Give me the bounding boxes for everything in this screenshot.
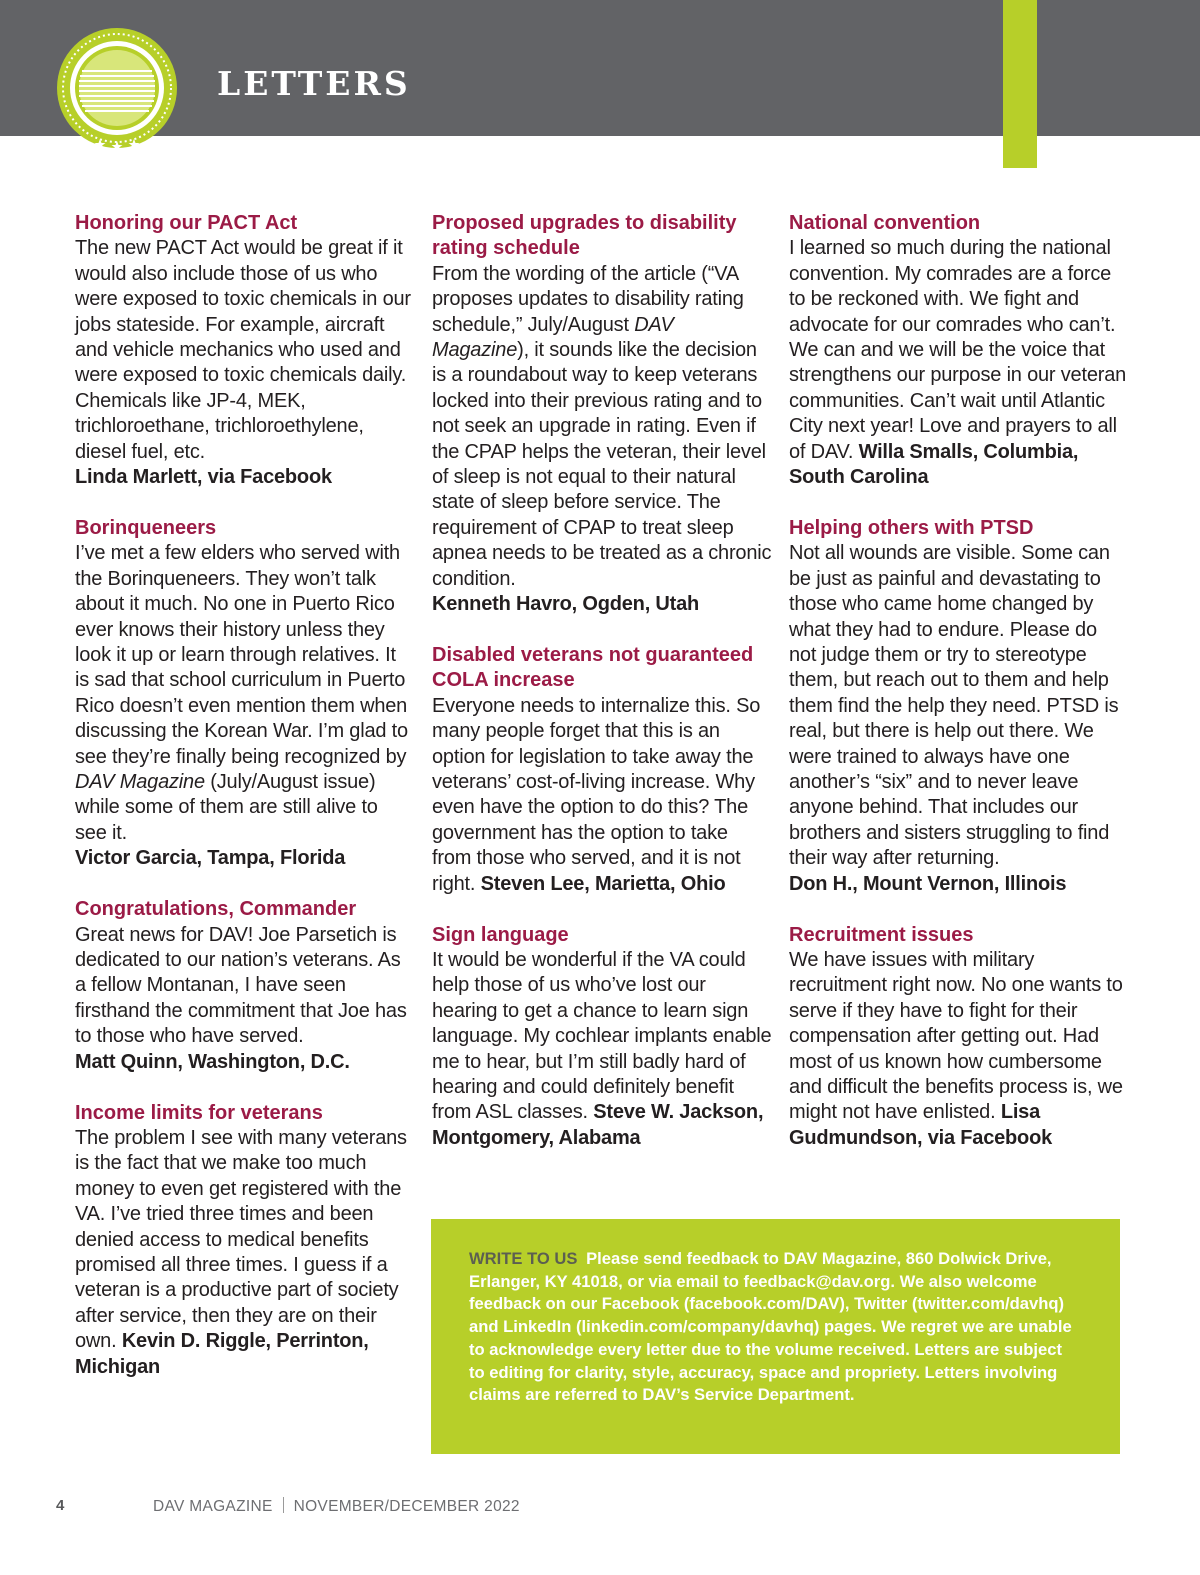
publication-name: DAV MAGAZINE: [153, 1498, 273, 1515]
letter: [75, 211, 411, 490]
letter-signature: Matt Quinn, Washington, D.C.: [75, 1050, 350, 1073]
letter-signature: Don H., Mount Vernon, Illinois: [789, 872, 1067, 895]
letter: [75, 1101, 411, 1380]
letter: [75, 516, 411, 872]
letter: [789, 923, 1129, 1152]
letter-body: The new PACT Act would be great if it would also include those of us who were exposed to toxic chemicals in our jobs stateside. For example, aircraft and vehicle mechanics who used and were exposed to toxic chemicals daily. Chemicals like JP-4, MEK, trichloroethane, trichloroethylene, diesel fuel, etc. Linda Marlett, via Facebook: [75, 237, 411, 489]
letter: [432, 643, 772, 897]
letter-headline: Congratulations, Commander: [75, 898, 357, 921]
write-to-us-text: Please send feedback to DAV Magazine, 860 Dolwick Drive, Erlanger, KY 41018, or via email to feedback@dav.org. We also welcome feedback on our Facebook (facebook.com/DAV), Twitter (twitter.com/davhq) and LinkedIn (linkedin.com/company/davhq) pages. We regret we are unable to acknowledge every letter due to the volume received. Letters are subject to editing for clarity, style, accuracy, space and propriety. Letters involving claims are referred to DAV’s Service Department.: [469, 1249, 1072, 1405]
letters-column-3: [789, 211, 1129, 1177]
letter-body: I learned so much during the national convention. My comrades are a force to be reckoned with. We fight and advocate for our comrades who can’t. We can and we will be the voice that strengthens our purpose in our veteran communities. Can’t wait until Atlantic City next year! Love and prayers to all of DAV. Willa Smalls, Columbia, South Carolina: [789, 237, 1127, 489]
letter-body: Great news for DAV! Joe Parsetich is dedicated to our nation’s veterans. As a fellow Montanan, I have seen firsthand the commitment that Joe has to those who have served. Matt Quinn, Washington, D.C.: [75, 923, 407, 1073]
letters-column-1: [75, 211, 411, 1405]
letter-signature: Kenneth Havro, Ogden, Utah: [432, 593, 700, 616]
letter-body: We have issues with military recruitment right now. No one wants to serve if they have to fight for their compensation after getting out. Had most of us known how cumbersome and difficult the benefits process is, we might not have enlisted. Lisa Gudmundson, via Facebook: [789, 948, 1123, 1149]
letter-body: I’ve met a few elders who served with the Borinqueneers. They won’t talk about it much. No one in Puerto Rico ever knows their history unless they look it up or learn through relatives. It is sad that school curriculum in Puerto Rico doesn’t even mention them when discussing the Korean War. I’m glad to see they’re finally being recognized by DAV Magazine (July/August issue) while some of them are still alive to see it. Victor Garcia, Tampa, Florida: [75, 542, 408, 870]
letter-signature: Victor Garcia, Tampa, Florida: [75, 847, 346, 870]
letter-headline: Proposed upgrades to disability rating schedule: [432, 212, 737, 260]
letter-headline: National convention: [789, 212, 981, 234]
footer-divider: [283, 1497, 284, 1513]
letter-body: Everyone needs to internalize this. So many people forget that this is an option for legislation to take away the veterans’ cost-of-living increase. Why even have the option to do this? The government has the option to take from those who served, and it is not right. Steven Lee, Marietta, Ohio: [432, 694, 761, 895]
letter-signature: Linda Marlett, via Facebook: [75, 466, 332, 489]
letter-headline: Helping others with PTSD: [789, 516, 1034, 539]
issue-date: NOVEMBER/DECEMBER 2022: [293, 1498, 520, 1515]
letter-signature: Kevin D. Riggle, Perrinton, Michigan: [75, 1330, 369, 1378]
letter-headline: Recruitment issues: [789, 923, 974, 946]
medal-badge-icon: [56, 27, 178, 159]
section-title: LETTERS: [217, 64, 411, 103]
letter-signature: Lisa Gudmundson, via Facebook: [789, 1101, 1053, 1149]
letter-headline: Sign language: [432, 923, 569, 946]
letter-body: It would be wonderful if the VA could help those of us who’ve lost our hearing to get a chance to learn sign language. My cochlear implants enable me to hear, but I’m still badly hard of hearing and could definitely benefit from ASL classes. Steve W. Jackson, Montgomery, Alabama: [432, 948, 772, 1149]
letter-body: Not all wounds are visible. Some can be just as painful and devastating to those who came home changed by what they had to endure. Please do not judge them or try to stereotype them, but reach out to them and help them find the help they need. PTSD is real, but there is help out there. We were trained to always have one another’s “six” and to never leave anyone behind. That includes our brothers and sisters struggling to find their way after returning. Don H., Mount Vernon, Illinois: [789, 542, 1119, 895]
letters-column-2: [432, 211, 772, 1177]
letter-signature: Willa Smalls, Columbia, South Carolina: [789, 440, 1079, 489]
letter-headline: Income limits for veterans: [75, 1101, 323, 1124]
letter-body: From the wording of the article (“VA proposes updates to disability rating schedule,” July/August DAV Magazine), it sounds like the decision is a roundabout way to keep veterans locked into their previous rating and to not seek an upgrade in rating. Even if the CPAP helps the veteran, their level of sleep is not equal to their natural state of sleep before service. The requirement of CPAP to treat sleep apnea needs to be treated as a chronic condition. Kenneth Havro, Ogden, Utah: [432, 262, 772, 616]
letter-signature: Steven Lee, Marietta, Ohio: [480, 872, 726, 895]
page-number: 4: [56, 1497, 65, 1514]
letter-headline: Disabled veterans not guaranteed COLA increase: [432, 644, 754, 692]
letter: [789, 211, 1129, 490]
letter: [432, 211, 772, 618]
footer-publication: [153, 1497, 520, 1516]
letter: [432, 923, 772, 1152]
write-to-us-label: WRITE TO US: [469, 1249, 578, 1268]
letter-headline: Honoring our PACT Act: [75, 212, 298, 234]
letter-signature: Steve W. Jackson, Montgomery, Alabama: [432, 1101, 764, 1149]
write-to-us-box: [431, 1219, 1120, 1454]
letter: [789, 516, 1129, 897]
letter-body: The problem I see with many veterans is the fact that we make too much money to even get registered with the VA. I’ve tried three times and been denied access to medical benefits promised all three times. I guess if a veteran is a productive part of society after service, then they are on their own. Kevin D. Riggle, Perrinton, Michigan: [75, 1126, 407, 1378]
letter: [75, 897, 411, 1075]
letter-headline: Borinqueneers: [75, 516, 217, 539]
accent-tab: [1003, 0, 1037, 168]
